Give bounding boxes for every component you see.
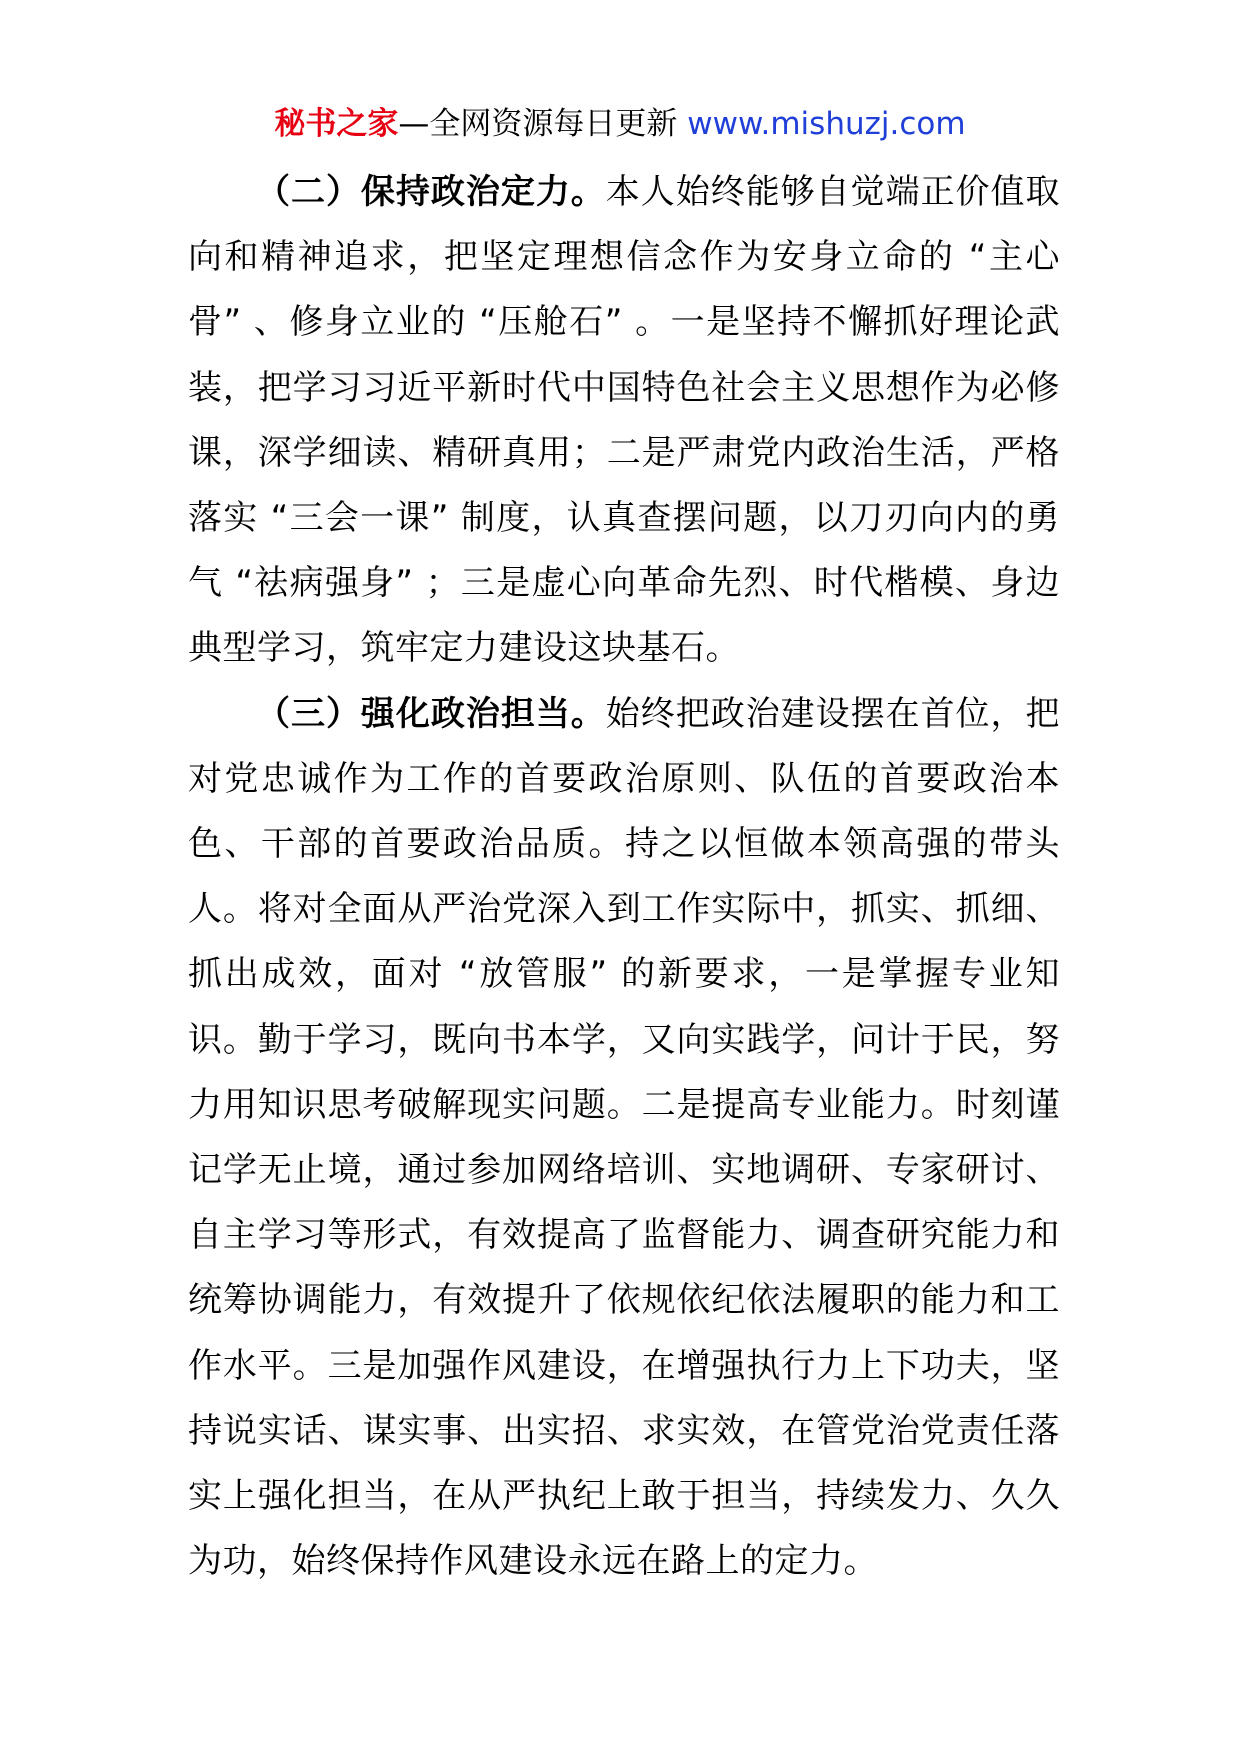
paragraph-political-stability: [188, 160, 1060, 682]
watermark-header: [0, 102, 1240, 146]
header-tagline: —全网资源每日更新: [398, 106, 688, 142]
paragraph-text: 始终把政治建设摆在首位，把对党忠诚作为工作的首要政治原则、队伍的首要政治本色、干部的首要政治品质。持之以恒做本领高强的带头人。将对全面从严治党深入到工作实际中，抓实、抓细、抓出成效，面对 “放管服” 的新要求，一是掌握专业知识。勤于学习，既向书本学，又向实践学，问计于民，努力用知识思考破解现实问题。二是提高专业能力。时刻谨记学无止境，通过参加网络培训、实地调研、专家研讨、自主学习等形式，有效提高了监督能力、调查研究能力和统筹协调能力，有效提升了依规依纪依法履职的能力和工作水平。三是加强作风建设，在增强执行力上下功夫，坚持说实话、谋实事、出实招、求实效，在管党治党责任落实上强化担当，在从严执纪上敢于担当，持续发力、久久为功，始终保持作风建设永远在路上的定力。: [188, 693, 1061, 1582]
document-body: [188, 160, 1060, 1594]
section-heading-3: （三）强化政治担当。: [256, 693, 606, 734]
site-url-link[interactable]: www.mishuzj.com: [687, 106, 966, 142]
paragraph-political-responsibility: [188, 682, 1060, 1595]
paragraph-text: 本人始终能够自觉端正价值取向和精神追求，把坚定理想信念作为安身立命的 “主心骨” 、修身立业的 “压舱石” 。一是坚持不懈抓好理论武装，把学习习近平新时代中国特色社会主义思想作为必修课，深学细读、精研真用；二是严肃党内政治生活，严格落实 “三会一课” 制度，认真查摆问题，以刀刃向内的勇气 “祛病强身” ；三是虚心向革命先烈、时代楷模、身边典型学习，筑牢定力建设这块基石。: [188, 172, 1061, 669]
brand-name: 秘书之家: [274, 106, 399, 142]
section-heading-2: （二）保持政治定力。: [256, 172, 606, 212]
